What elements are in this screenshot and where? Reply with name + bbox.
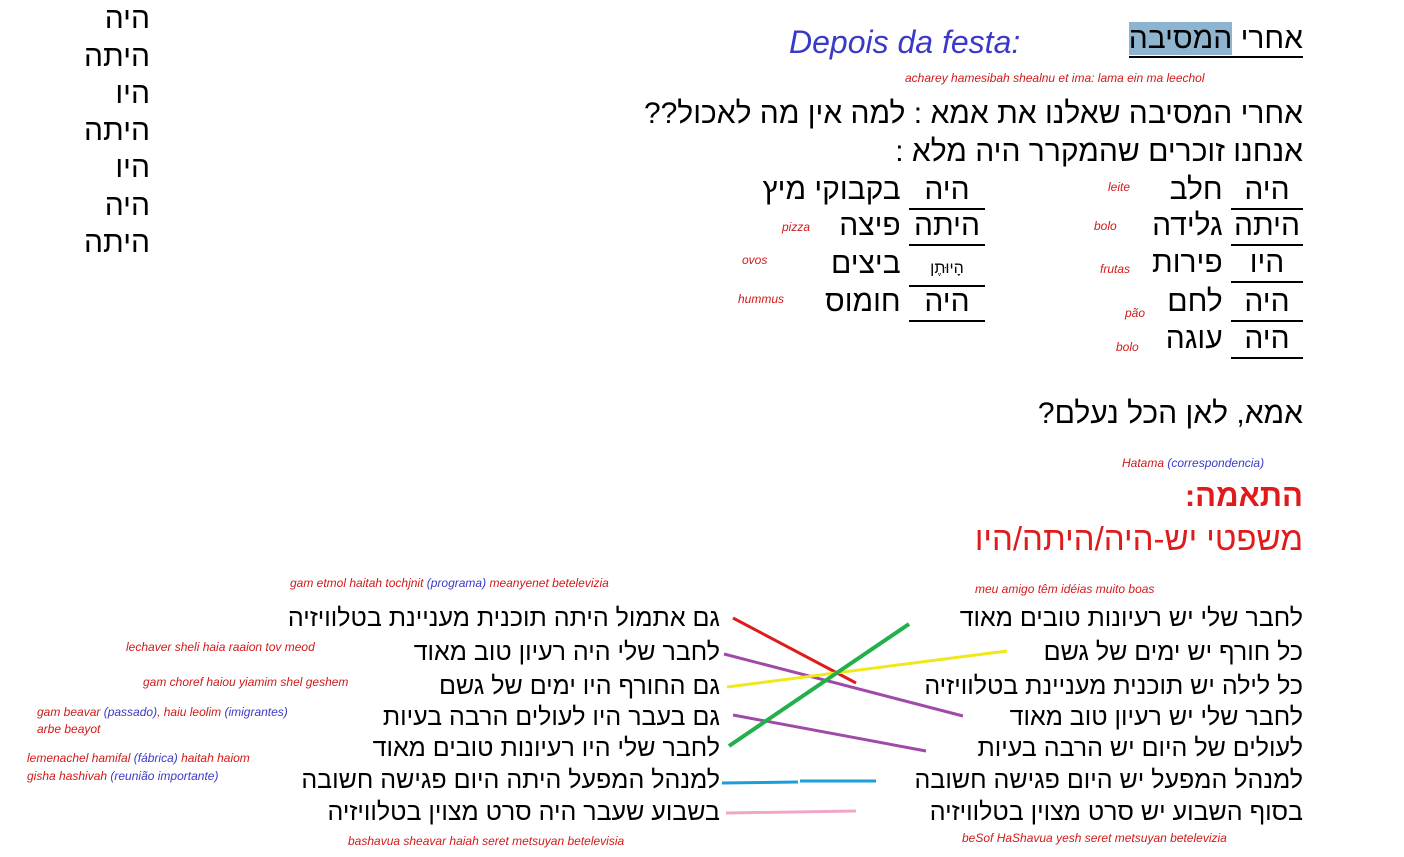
match-line-pink <box>726 811 856 813</box>
left-word-1: היה <box>104 2 150 35</box>
note-chaver: lechaver sheli haia raaion tov meod <box>126 640 315 654</box>
note-beavar-2: arbe beayot <box>37 722 101 736</box>
fridge-noun: לחם <box>1167 285 1223 318</box>
right-sentence-6: למנהל המפעל יש היום פגישה חשובה <box>914 766 1303 794</box>
section-subtitle: משפטי יש-היה/היתה/היו <box>974 520 1303 557</box>
note-frutas: frutas <box>1100 262 1131 276</box>
fridge-noun: בקבוקי מיץ <box>762 173 901 206</box>
note-besof: beSof HaShavua yesh seret metsuyan betelevizia <box>962 831 1227 845</box>
sentence-2: אנחנו זוכרים שהמקרר היה מלא : <box>895 135 1303 168</box>
fridge-noun: פירות <box>1152 246 1223 279</box>
note-part: (passado) <box>103 705 158 719</box>
note-part: lemenachel hamifal <box>27 751 134 765</box>
fridge-verb: היה <box>909 172 985 210</box>
left-word-4: היתה <box>84 114 150 147</box>
right-sentence-3: כל לילה יש תוכנית מעניינת בטלוויזיה <box>924 672 1303 700</box>
title-hebrew-highlight: המסיבה <box>1128 22 1233 55</box>
match-line-purple-1 <box>724 654 963 716</box>
note-hummus: hummus <box>738 292 785 306</box>
fridge-noun: חלב <box>1169 173 1223 206</box>
left-sentence-7: בשבוע שעבר היה סרט מצוין בטלוויזיה <box>327 798 720 826</box>
note-pao: pão <box>1125 306 1146 320</box>
right-sentence-2: כל חורף יש ימים של גשם <box>1043 638 1303 666</box>
note-part: gam beavar <box>37 705 104 719</box>
fridge-noun: עוגה <box>1165 322 1223 355</box>
note-choref: gam choref haiou yiamim shel geshem <box>143 675 349 689</box>
match-line-purple-2 <box>733 715 926 751</box>
note-pizza: pizza <box>782 220 811 234</box>
fridge-verb: הָיוּתֶן <box>909 253 985 287</box>
right-sentence-1: לחבר שלי יש רעיונות טובים מאוד <box>959 604 1303 632</box>
fridge-verb: היה <box>1231 172 1303 210</box>
note-part: gam etmol haitah tochjnit <box>290 576 427 590</box>
fridge-noun: ביצים <box>831 247 901 280</box>
left-sentence-3: גם החורף היו ימים של גשם <box>439 672 720 700</box>
fridge-noun: חומוס <box>825 285 901 318</box>
right-sentence-5: לעולים של היום יש הרבה בעיות <box>977 734 1303 762</box>
note-part: (fábrica) <box>133 751 178 765</box>
question: אמא, לאן הכל נעלם? <box>1037 397 1303 430</box>
right-sentence-4: לחבר שלי יש רעיון טוב מאוד <box>1009 703 1303 731</box>
fridge-verb: היה <box>909 284 985 322</box>
note-leite: leite <box>1108 180 1131 194</box>
note-bolo-1: bolo <box>1094 219 1117 233</box>
note-bashavua: bashavua sheavar haiah seret metsuyan betelevisia <box>348 834 625 848</box>
fridge-noun: פיצה <box>839 209 901 242</box>
left-word-3: היו <box>115 77 150 110</box>
note-part: meanyenet betelevizia <box>486 576 609 590</box>
note-bolo-2: bolo <box>1116 340 1139 354</box>
note-part: gisha hashivah <box>27 769 111 783</box>
fridge-verb: היתה <box>1231 208 1303 246</box>
hatama-word: Hatama <box>1122 456 1165 470</box>
left-sentence-4: גם בעבר היו לעולים הרבה בעיות <box>382 703 720 731</box>
match-line-green <box>729 624 909 746</box>
match-line-yellow <box>727 651 1007 687</box>
left-sentence-5: לחבר שלי היו רעיונות טובים מאוד <box>372 734 720 762</box>
note-part: (reunião importante) <box>110 769 219 783</box>
fridge-verb: היה <box>1231 321 1303 359</box>
note-ovos: ovos <box>742 253 768 267</box>
hatama-paren: (correspondencia) <box>1167 456 1265 470</box>
left-sentence-2: לחבר שלי היה רעיון טוב מאוד <box>413 638 720 666</box>
note-part: (programa) <box>426 576 487 590</box>
left-word-6: היה <box>104 189 150 222</box>
note-amigo: meu amigo têm idéias muito boas <box>975 582 1155 596</box>
fridge-verb: היו <box>1231 245 1303 283</box>
left-word-5: היו <box>115 151 150 184</box>
title-portuguese: Depois da festa: <box>789 24 1021 60</box>
fridge-noun: גלידה <box>1152 209 1223 242</box>
title-hebrew-prefix: אחרי <box>1232 22 1303 55</box>
match-line-blue-a <box>722 782 798 783</box>
fridge-verb: היתה <box>909 208 985 246</box>
sentence-1: אחרי המסיבה שאלנו את אמא : למה אין מה לאכול?? <box>643 97 1303 130</box>
fridge-verb: היה <box>1231 284 1303 322</box>
note-part: (imigrantes) <box>224 705 288 719</box>
left-word-7: היתה <box>84 226 150 259</box>
right-sentence-7: בסוף השבוע יש סרט מצוין בטלוויזיה <box>929 798 1303 826</box>
note-part: , haiu leolim <box>157 705 225 719</box>
transliteration-1: acharey hamesibah shealnu et ima: lama ein ma leechol <box>905 71 1205 85</box>
section-title: התאמה: <box>1184 478 1303 513</box>
left-sentence-6: למנהל המפעל היתה היום פגישה חשובה <box>301 766 720 794</box>
note-part: haitah haiom <box>177 751 250 765</box>
left-word-2: היתה <box>84 40 150 73</box>
left-sentence-1: גם אתמול היתה תוכנית מעניינת בטלוויזיה <box>287 604 720 632</box>
